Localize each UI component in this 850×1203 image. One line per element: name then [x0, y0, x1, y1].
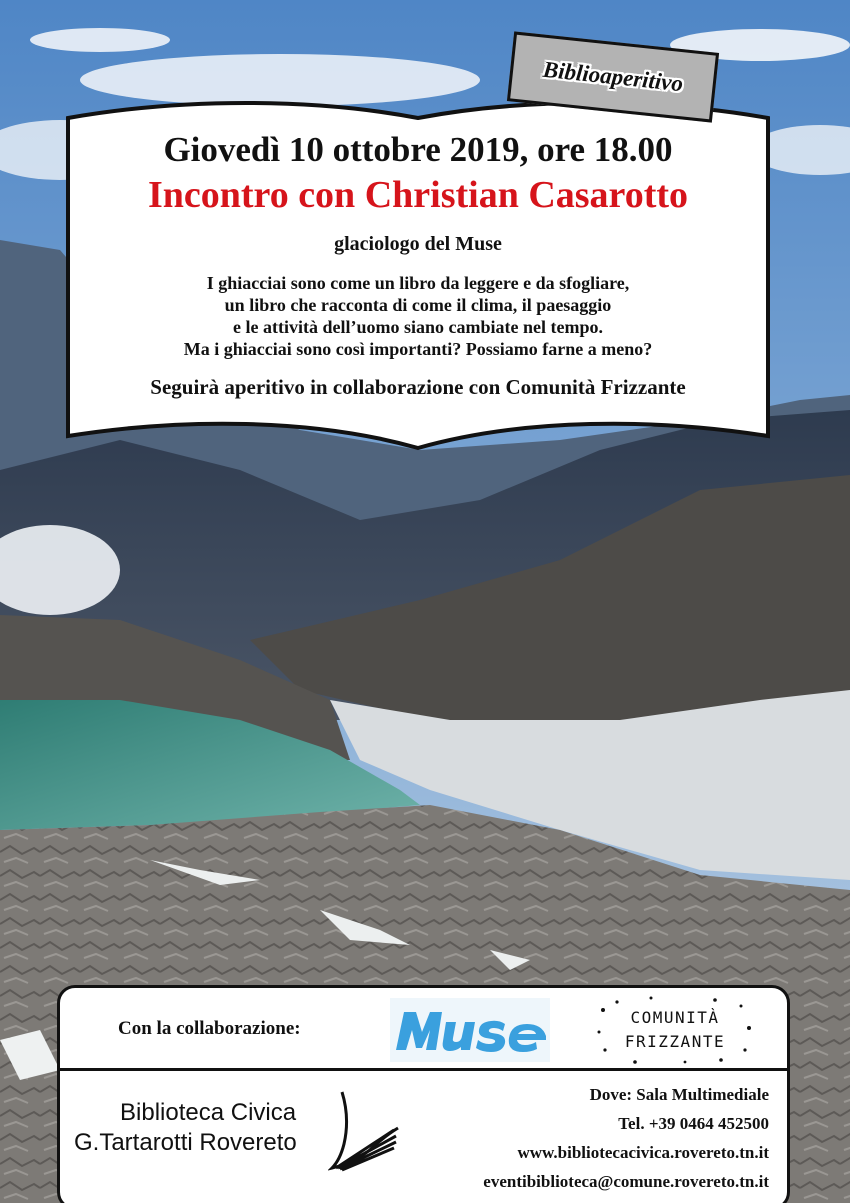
collaboration-label: Con la collaborazione: — [118, 1018, 301, 1039]
cf-logo-line1: COMUNITÀ — [630, 1008, 720, 1027]
cf-logo-line2: FRIZZANTE — [624, 1032, 726, 1051]
venue-text: Dove: Sala Multimediale — [589, 1085, 769, 1104]
library-name — [74, 1098, 297, 1158]
follow-up-text: Seguirà aperitivo in collaborazione con Comunità Frizzante — [150, 375, 686, 399]
speaker-role: glaciologo del Muse — [334, 233, 502, 255]
event-description — [62, 272, 774, 360]
footer-divider — [60, 1068, 787, 1071]
event-date-line: Giovedì 10 ottobre 2019, ore 18.00 — [163, 130, 673, 169]
website-link[interactable]: www.bibliotecacivica.rovereto.tn.it — [517, 1143, 769, 1162]
email-link[interactable]: eventibiblioteca@comune.rovereto.tn.it — [483, 1172, 769, 1191]
phone-text: Tel. +39 0464 452500 — [618, 1114, 769, 1133]
event-card — [62, 100, 774, 456]
description-line: I ghiacciai sono come un libro da leggere e da sfogliare, — [206, 273, 630, 293]
muse-logo — [390, 998, 550, 1062]
event-headline: Incontro con Christian Casarotto — [147, 174, 689, 216]
footer-panel — [57, 985, 790, 1203]
library-book-icon — [328, 1088, 400, 1174]
description-line: e le attività dell’uomo siano cambiate nel tempo. — [233, 317, 603, 337]
description-line: Ma i ghiacciai sono così importanti? Possiamo farne a meno? — [183, 339, 653, 359]
badge-label: Biblioaperitivo — [541, 56, 685, 97]
library-name-line1: Biblioteca Civica — [120, 1099, 297, 1126]
comunita-frizzante-logo — [595, 992, 755, 1064]
contact-info — [483, 1080, 769, 1196]
description-line: un libro che racconta di come il clima, il paesaggio — [224, 295, 612, 315]
event-card-content — [62, 128, 774, 400]
library-name-line2: G.Tartarotti Rovereto — [74, 1129, 297, 1156]
dot-border-shape — [595, 992, 755, 1064]
